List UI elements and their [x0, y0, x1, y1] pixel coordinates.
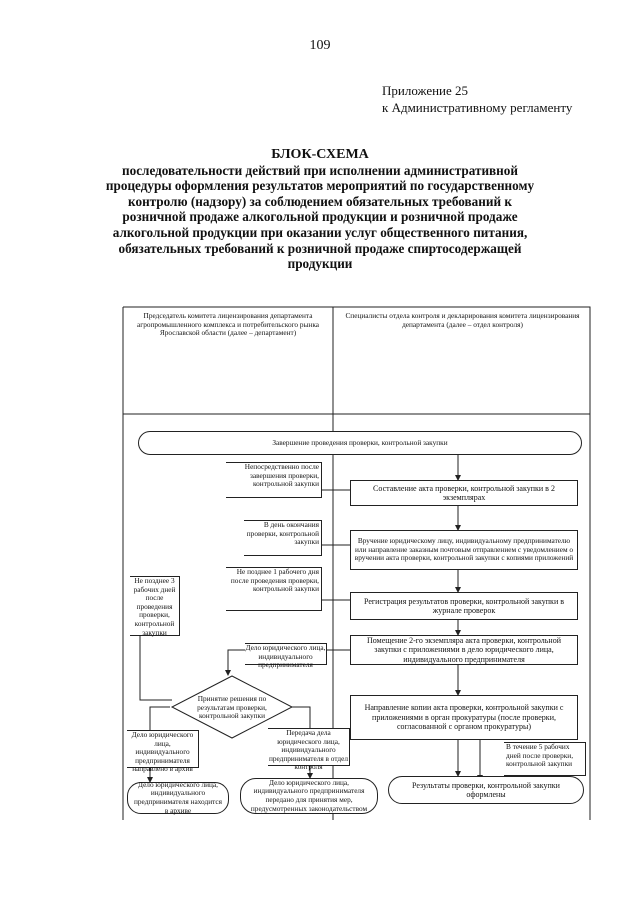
process-draw-up-act: Составление акта проверки, контрольной закупки в 2 экземплярах — [350, 480, 578, 506]
decision-label: Принятие решения по результатам проверки, контрольной закупки — [197, 694, 267, 721]
start-terminator: Завершение проведения проверки, контрольной закупки — [138, 431, 582, 455]
process-register-results: Регистрация результатов проверки, контрольной закупки в журнале проверок — [350, 592, 578, 620]
column-header-right: Специалисты отдела контроля и декларирования комитета лицензирования департамента (далее – отдел контроля) — [345, 311, 580, 329]
note-5-workdays: В течение 5 рабочих дней после проверки, контрольной закупки — [504, 742, 586, 776]
process-place-copy-in-file: Помещение 2-го экземпляра акта проверки, контрольной закупки с приложениями в дело юридического лица, индивидуального предпринимателя — [350, 635, 578, 665]
title-line: процедуры оформления результатов мероприятий по государственному — [105, 178, 535, 194]
note-after-inspection: Непосредственно после завершения проверки, контрольной закупки — [226, 462, 322, 498]
title-heading: БЛОК-СХЕМА — [271, 147, 369, 162]
title-line: последовательности действий при исполнении административной — [122, 162, 518, 178]
end-archive: Дело юридического лица, индивидуального предпринимателя находится в архиве — [127, 782, 229, 814]
page-number: 109 — [309, 38, 331, 53]
note-transfer-to-control: Передача дела юридического лица, индивидуального предпринимателя в отдел контроля — [268, 728, 349, 772]
title-line: обязательных требований к розничной продаже спиртосодержащей — [118, 240, 522, 256]
end-results: Результаты проверки, контрольной закупки оформлены — [388, 776, 584, 804]
appendix-line-2: к Административному регламенту — [382, 100, 573, 115]
process-hand-over-act: Вручение юридическому лицу, индивидуальному предпринимателю или направление заказным почтовым отправлением с уведомлением о вручении акта проверки, контрольной закупки с копиями приложений — [350, 530, 578, 570]
appendix-line-1: Приложение 25 — [382, 83, 469, 98]
end-measures: Дело юридического лица, индивидуального предпринимателя передано для принятия мер, предусмотренных законодательством — [240, 778, 378, 814]
title-line: продукции — [287, 256, 353, 272]
note-3-workdays: Не позднее 3 рабочих дней после проведения проверки, контрольной закупки — [130, 576, 180, 636]
note-case-file: Дело юридического лица, индивидуального предпринимателя — [245, 643, 326, 670]
title-line: алкогольной продукции при оказании услуг общественного питания, — [112, 224, 528, 240]
note-1-workday: Не позднее 1 рабочего дня после проведения проверки, контрольной закупки — [226, 567, 322, 611]
column-header-left: Председатель комитета лицензирования департамента агропромышленного комплекса и потребительского рынка Ярославской области (далее – департамент) — [136, 311, 320, 338]
title-line: розничной продаже алкогольной продукции и розничной продаже — [122, 209, 518, 225]
note-archive-sent: Дело юридического лица, индивидуального предпринимателя направлено в архив — [127, 730, 199, 768]
title-line: контролю (надзору) за соблюдением обязательных требований к — [128, 193, 512, 209]
note-end-day: В день окончания проверки, контрольной закупки — [244, 520, 322, 556]
process-send-to-prosecutor: Направление копии акта проверки, контрольной закупки с приложениями в орган прокуратуры (после проверки, согласованной с органом прокуратуры) — [350, 695, 578, 740]
